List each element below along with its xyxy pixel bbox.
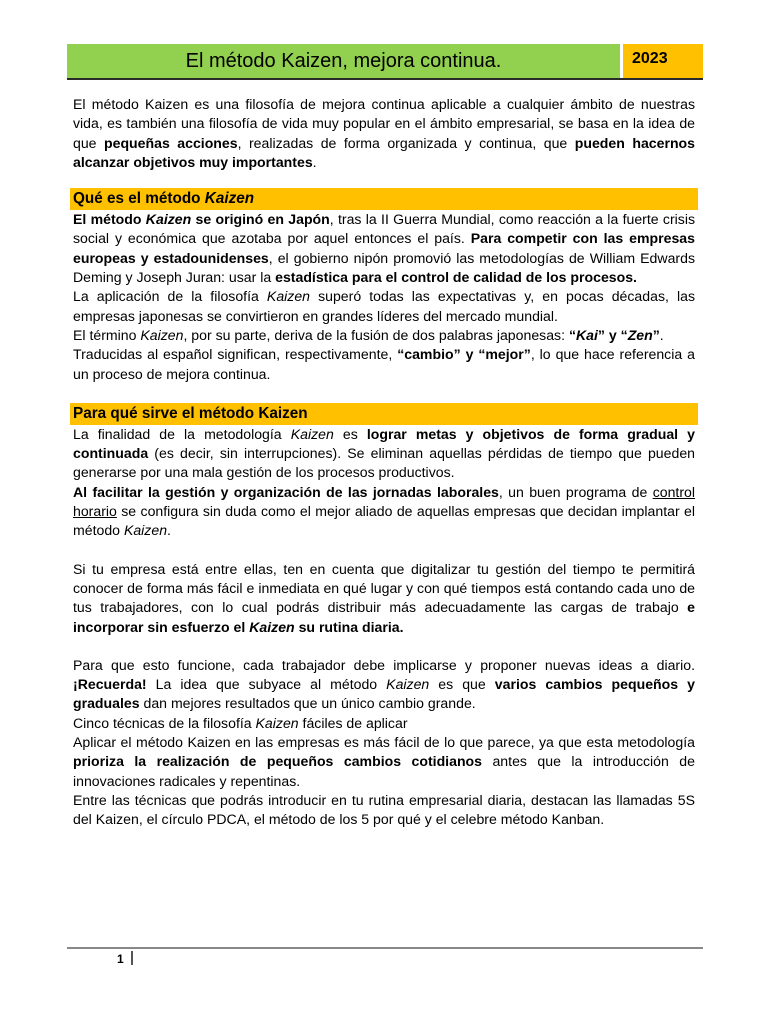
text-run: La finalidad de la metodología: [73, 425, 291, 442]
bold-run: estadística para el control de calidad de los procesos.: [275, 269, 637, 286]
paragraph: [73, 287, 695, 326]
paragraph: [73, 714, 695, 733]
heading-text: Qué es el método: [73, 190, 205, 208]
text-run: Si tu empresa está entre ellas, ten en cuenta que digitalizar tu gestión del tiempo te permitirá conocer de forma más fácil e inmediata en qué lugar y con qué tiempos está contando cada uno de tus trabajadores, con lo cual podrás distribuir más adecuadamente las cargas de trabajo: [73, 560, 695, 616]
text-run: se configura sin duda como el mejor aliado de aquellas empresas que decidan implantar el método: [73, 503, 695, 539]
text-run: Traducidas al español significan, respectivamente,: [73, 346, 398, 363]
paragraph: [73, 791, 695, 830]
text-run: antes que la introducción de innovaciones radicales y repentinas.: [73, 753, 695, 789]
italic-run: Kaizen: [140, 326, 184, 343]
footer-divider: [67, 947, 703, 949]
bold-italic-run: Kaizen: [145, 211, 192, 228]
title-text: El método Kaizen, mejora continua.: [185, 49, 502, 72]
text-run: superó todas las expectativas y, en pocas décadas, las empresas japonesas se convirtieron en grandes líderes del mercado mundial.: [73, 288, 695, 324]
text-run: La idea que subyace al método: [146, 676, 387, 693]
document-body: [73, 95, 695, 830]
paragraph: [73, 326, 695, 345]
bold-run: lograr metas y objetivos de forma gradual y continuada: [73, 425, 695, 462]
bold-run: El método: [73, 211, 146, 228]
text-run: Aplicar el método Kaizen en las empresas es más fácil de lo que parece, ya que esta metodología: [73, 734, 695, 751]
text-run: .: [659, 326, 664, 343]
bold-run: su rutina diaria.: [294, 618, 404, 635]
bold-run: ” y “: [597, 326, 628, 343]
text-run: , lo que hace referencia a un proceso de mejora continua.: [73, 346, 695, 382]
text-run: , el gobierno nipón promovió las metodologías de William Edwards Deming y Joseph Juran: usar la: [73, 249, 695, 286]
document-title: [67, 44, 620, 78]
paragraph: [73, 345, 695, 384]
italic-run: Kaizen: [290, 425, 334, 442]
bold-run: Para competir con las empresas europeas y estadounidenses: [73, 230, 695, 266]
text-run: es: [333, 425, 367, 442]
document-header: [67, 44, 703, 80]
heading-text: Para qué sirve el método Kaizen: [73, 404, 308, 422]
bold-run: se originó en Japón: [191, 211, 330, 228]
text-run: , un buen programa de: [498, 483, 653, 500]
paragraph: [73, 210, 695, 287]
bold-run: e incorporar sin esfuerzo el: [73, 599, 695, 635]
text-run: Entre las técnicas que podrás introducir en tu rutina empresarial diaria, destacan las llamadas 5S del Kaizen, el círculo PDCA, el método de los 5 por qué y el celebre método Kanban.: [73, 791, 695, 828]
bold-run: ”: [652, 326, 660, 343]
page-number: 1: [117, 952, 124, 966]
text-run: fáciles de aplicar: [298, 714, 408, 731]
bold-run: ¡Recuerda!: [73, 676, 147, 693]
bold-run: varios cambios pequeños y graduales: [73, 676, 695, 712]
control-horario-link[interactable]: control horario: [73, 483, 695, 520]
text-run: El término: [73, 326, 141, 343]
paragraph: [73, 733, 695, 791]
bold-italic-run: Kai: [575, 326, 598, 343]
paragraph: [73, 483, 695, 541]
text-run: Para que esto funcione, cada trabajador debe implicarse y proponer nuevas ideas a diario.: [73, 656, 695, 673]
text-run: El método Kaizen es una filosofía de mejora continua aplicable a cualquier ámbito de nuestras vida, es también una filosofía de vida muy popular en el ámbito empresarial, se basa en la idea de que: [73, 96, 695, 151]
heading-italic: Kaizen: [204, 190, 255, 208]
text-run: (es decir, sin interrupciones). Se eliminan aquellas pérdidas de tiempo que pueden generarse por una mala gestión de los procesos productivos.: [73, 445, 695, 481]
text-run: .: [312, 153, 317, 170]
bold-italic-run: Zen: [627, 326, 653, 343]
paragraph: [73, 560, 695, 637]
paragraph: [73, 656, 695, 714]
text-run: , por su parte, deriva de la fusión de dos palabras japonesas:: [183, 326, 569, 343]
paragraph: [73, 425, 695, 483]
text-run: , tras la II Guerra Mundial, como reacción a la fuerte crisis social y económica que azotaba por aquel entonces el país.: [73, 211, 695, 247]
year-badge: [623, 44, 703, 78]
section-heading-para-que: [70, 403, 698, 425]
page-number-divider: [131, 951, 133, 965]
italic-run: Kaizen: [255, 714, 299, 731]
text-run: dan mejores resultados que un único cambio grande.: [139, 695, 476, 712]
italic-run: Kaizen: [123, 522, 168, 539]
italic-run: Kaizen: [386, 676, 430, 693]
bold-run: “cambio” y “mejor”: [397, 346, 531, 363]
bold-italic-run: Kaizen: [249, 618, 295, 635]
year-text: 2023: [632, 50, 668, 67]
section-heading-que-es: [70, 188, 698, 210]
text-run: , realizadas de forma organizada y continua, que: [237, 134, 575, 151]
bold-run: prioriza la realización de pequeños cambios cotidianos: [73, 753, 482, 770]
bold-run: pequeñas acciones: [104, 134, 238, 151]
text-run: Cinco técnicas de la filosofía: [73, 714, 256, 731]
bold-run: pueden hacernos alcanzar objetivos muy importantes: [73, 134, 696, 170]
text-run: .: [167, 522, 171, 539]
bold-run: Al facilitar la gestión y organización de las jornadas laborales: [73, 483, 499, 500]
text-run: La aplicación de la filosofía: [73, 288, 267, 305]
text-run: es que: [429, 676, 495, 693]
intro-paragraph: [73, 95, 695, 172]
bold-run: “: [568, 326, 576, 343]
italic-run: Kaizen: [266, 288, 311, 305]
